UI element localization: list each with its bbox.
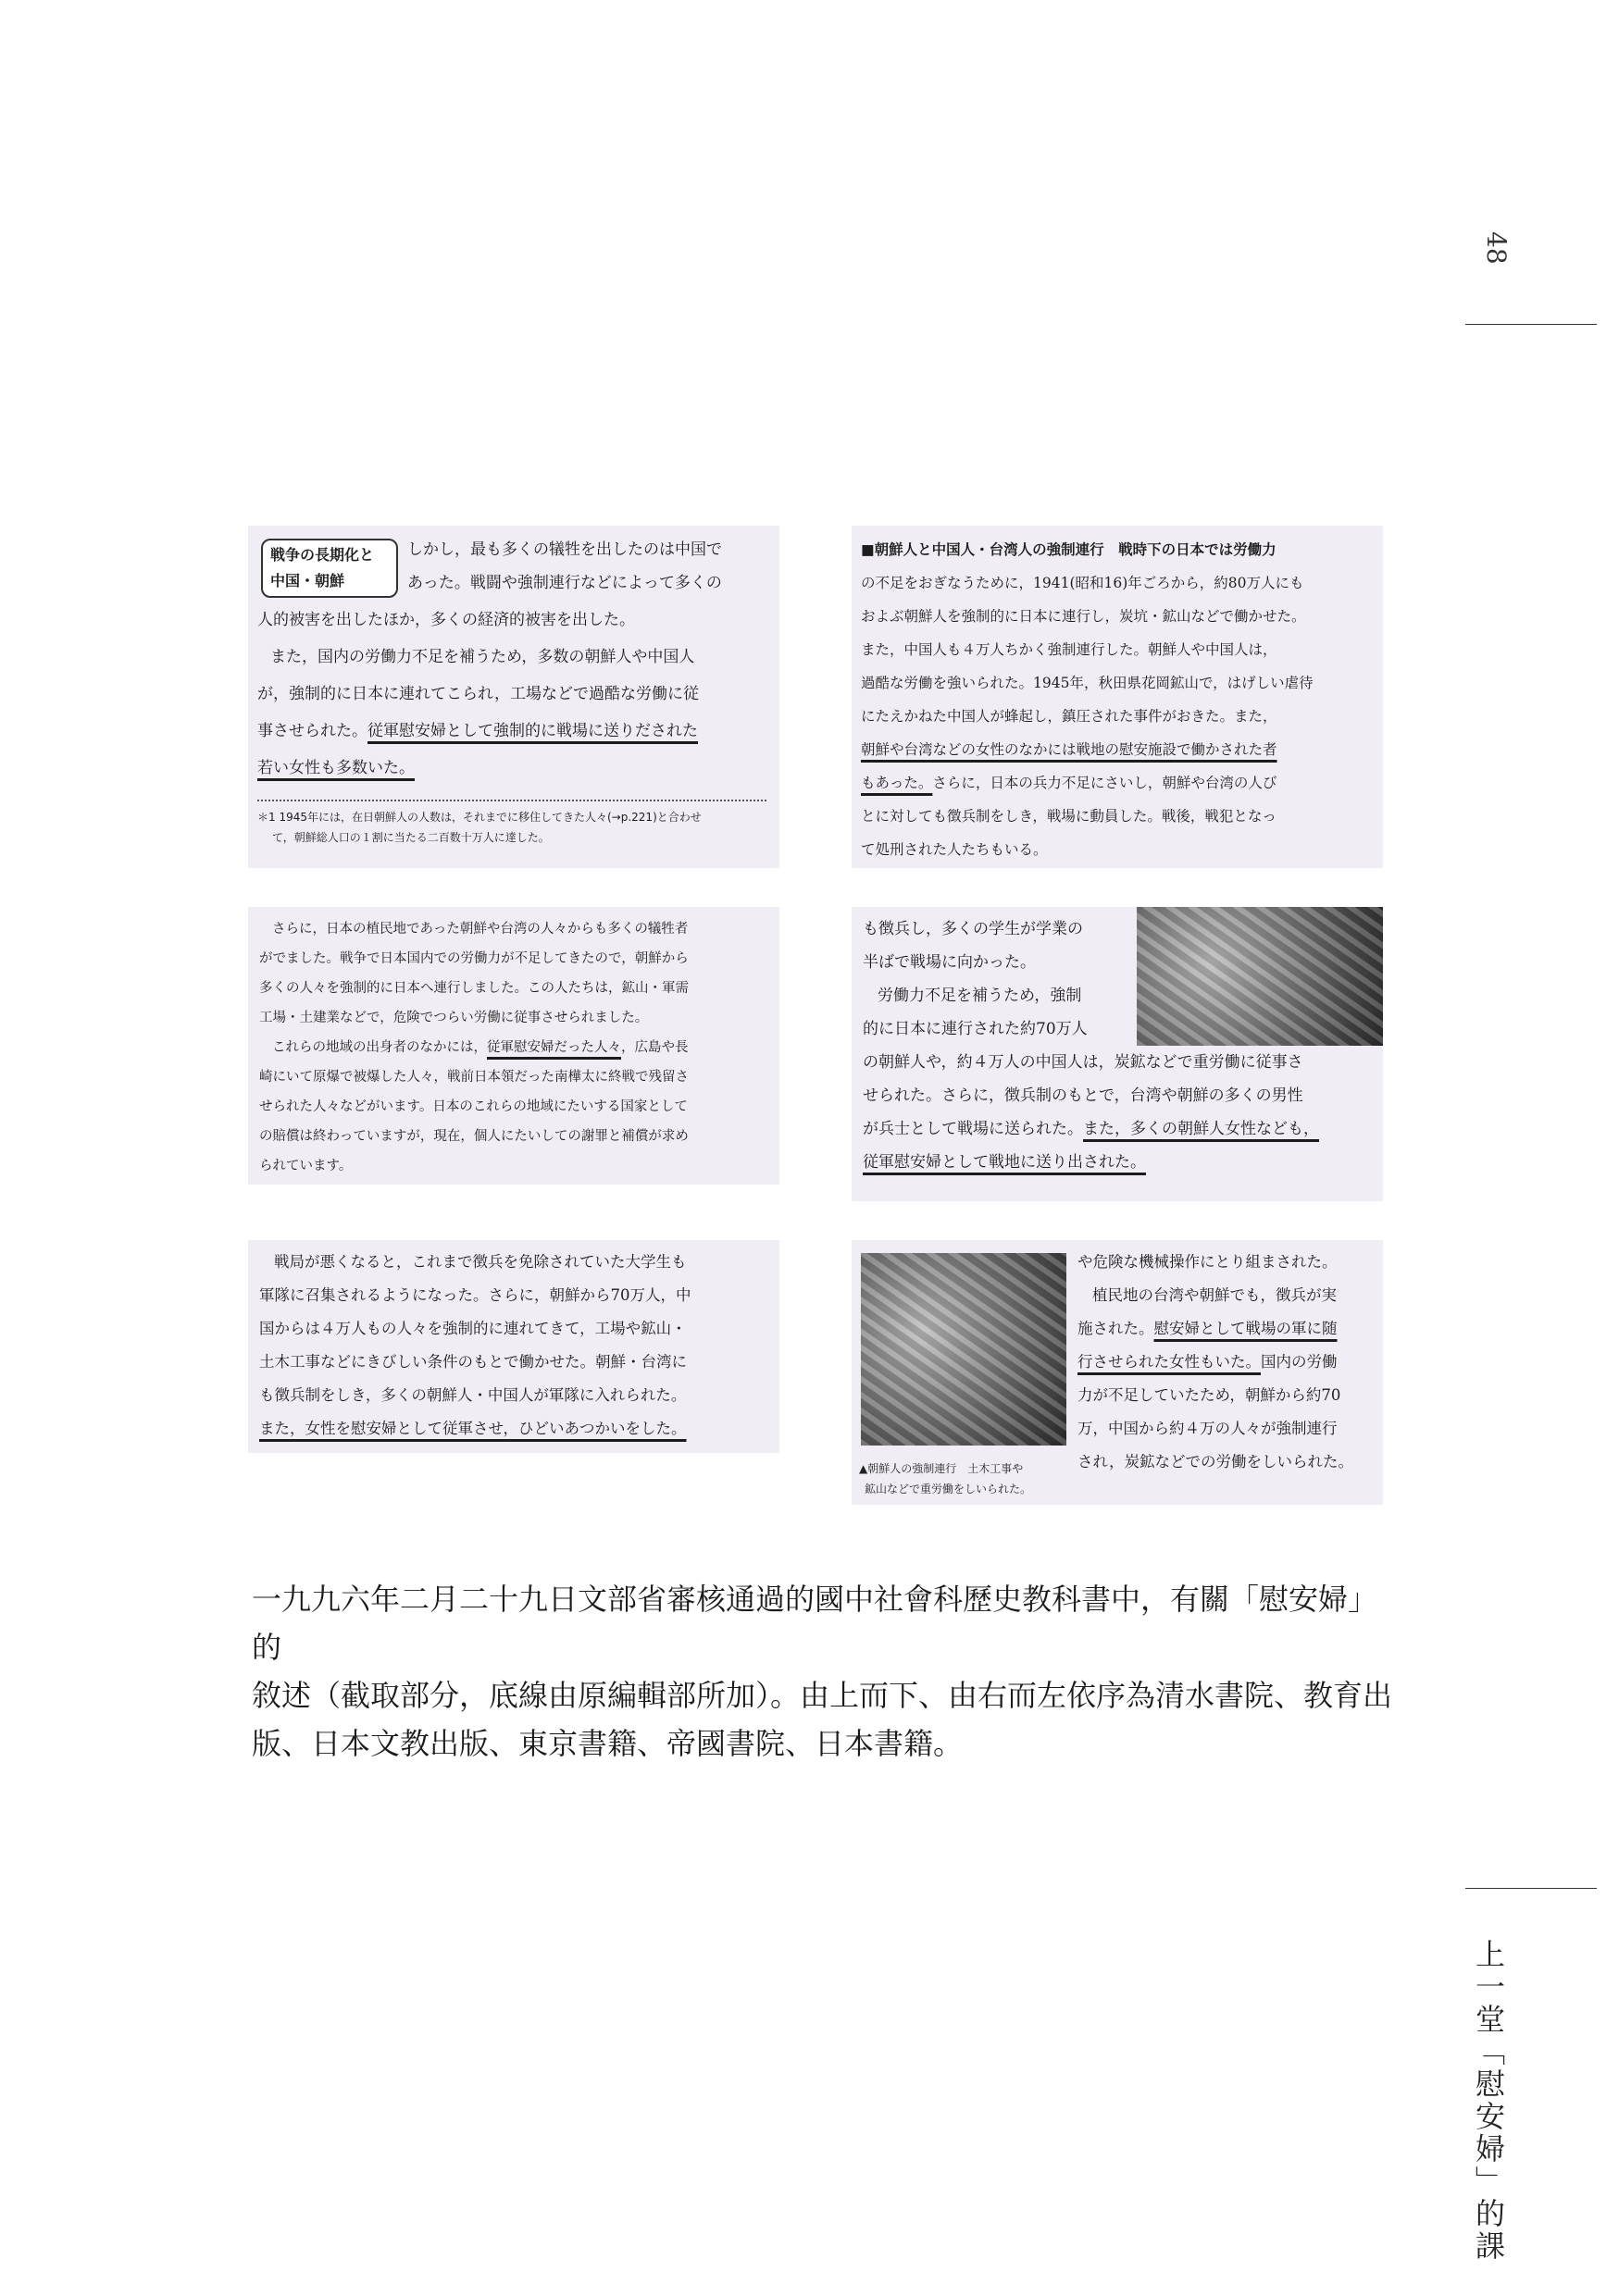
clip-line: られています。 <box>259 1159 353 1173</box>
clip-line: また，国内の労働力不足を補うため，多数の朝鮮人や中国人 <box>270 648 695 666</box>
clip-line: 半ばで戦場に向かった。 <box>863 953 1036 972</box>
clip-line: の賠償は終わっていますが，現在，個人にたいしての謝罪と補償が求め <box>259 1129 689 1144</box>
clip-line: が，強制的に日本に連れてこられ，工場などで過酷な労働に従 <box>257 685 700 703</box>
clip-line: がでました。戦争で日本国内での労働力が不足してきたので，朝鮮から <box>259 951 689 966</box>
clip-line: にたえかねた中国人が蜂起し，鎮圧された事件がおきた。また， <box>861 708 1277 725</box>
textbook-clip-5 <box>248 1240 779 1453</box>
clip-line <box>1077 1346 1338 1379</box>
description-line: 版、日本文教出版、東京書籍、帝國書院、日本書籍。 <box>252 1726 964 1761</box>
underlined-text: 従軍慰安婦だった人々 <box>487 1040 621 1055</box>
footnote-line: て，朝鮮総人口の１割に当たる二百数十万人に達した。 <box>272 831 550 844</box>
section-label-line-1: 戦争の長期化と <box>270 546 375 564</box>
underlined-text: 朝鮮や台湾などの女性のなかには戦地の慰安施設で働かされた者 <box>861 741 1277 758</box>
textbook-clip-2 <box>852 526 1383 868</box>
clip-line: 過酷な労働を強いられた。1945年，秋田県花岡鉱山で，はげしい虐待 <box>861 675 1314 691</box>
clip-text: が兵士として戦場に送られた。 <box>863 1120 1083 1138</box>
clip-line: せられた人々などがいます。日本のこれらの地域にたいする国家として <box>259 1099 688 1114</box>
clip-line <box>861 766 1374 800</box>
clip-line: しかし，最も多くの犠牲を出したのは中国で <box>407 540 722 559</box>
underlined-text: また，女性を慰安婦として従軍させ，ひどいあつかいをした。 <box>259 1420 687 1437</box>
page-number: 48 <box>1481 231 1512 265</box>
clip-line: 工場・土建業などで，危険でつらい労働に従事させられました。 <box>259 1011 649 1025</box>
underlined-text: また，多くの朝鮮人女性なども， <box>1083 1120 1319 1138</box>
figure-description <box>252 1575 1400 1768</box>
clip-line: せられた。さらに，徴兵制のもとで，台湾や朝鮮の多くの男性 <box>863 1086 1303 1105</box>
clip-line: て処刑された人たちもいる。 <box>861 841 1048 858</box>
clip-line: 労働力不足を補うため，強制 <box>878 987 1082 1005</box>
historical-photo <box>861 1253 1066 1446</box>
bottom-rule <box>1465 1888 1597 1889</box>
dotted-divider <box>257 800 766 801</box>
clip-line: 力が不足していたため，朝鮮から約70 <box>1077 1386 1341 1404</box>
underlined-text: 慰安婦として戦場の軍に随 <box>1153 1320 1338 1337</box>
description-line: 敘述（截取部分，底線由原編輯部所加）。由上而下、由右而左依序為清水書院、教育出 <box>252 1678 1393 1713</box>
clip-line: また，中国人も４万人ちかく強制連行した。朝鮮人や中国人は， <box>861 641 1277 658</box>
clip-line: も徴兵し，多くの学生が学業の <box>863 920 1083 938</box>
clip-line: の朝鮮人や，約４万人の中国人は，炭鉱などで重労働に従事さ <box>863 1053 1303 1072</box>
clip-line <box>257 713 698 750</box>
textbook-clip-6 <box>852 1240 1383 1505</box>
clip-line: 戦局が悪くなると，これまで徴兵を免除されていた大学生も <box>274 1253 687 1271</box>
clip-text: 事させられた。 <box>257 722 367 740</box>
clip-line: や危険な機械操作にとり組まされた。 <box>1077 1253 1338 1271</box>
photo-caption: ▲朝鮮人の強制連行 土木工事や <box>859 1462 1024 1475</box>
underlined-text: もあった。 <box>861 775 933 791</box>
clip-line: 国からは４万人もの人々を強制的に連れてきて，工場や鉱山・ <box>259 1320 687 1337</box>
underlined-text: 行させられた女性もいた。 <box>1077 1353 1261 1371</box>
clip-line: され，炭鉱などでの労働をしいられた。 <box>1077 1453 1353 1471</box>
underlined-text: 従軍慰安婦として強制的に戦場に送りだされた <box>367 722 698 740</box>
clip-line: あった。戦闘や強制連行などによって多くの <box>407 574 722 592</box>
clip-line <box>1077 1312 1338 1346</box>
clip-line: も徴兵制をしき，多くの朝鮮人・中国人が軍隊に入れられた。 <box>259 1386 687 1404</box>
clip-line: およぶ朝鮮人を強制的に日本に連行し，炭坑・鉱山などで働かせた。 <box>861 608 1306 625</box>
clip-line: 崎にいて原爆で被爆した人々，戦前日本領だった南樺太に終戦で残留さ <box>259 1070 689 1085</box>
textbook-clip-4 <box>852 907 1383 1201</box>
footnote-line: ＊1 1945年には，在日朝鮮人の人数は，それまでに移住してきた人々(→p.221)と合わせ <box>257 811 702 824</box>
clip-line <box>863 1112 1319 1146</box>
clip-text: 国内の労働 <box>1261 1353 1338 1371</box>
chapter-title: 上一堂「慰安婦」的課 <box>1471 1939 1506 2263</box>
clip-line: とに対しても徴兵制をしき，戦場に動員した。戦後，戦犯となっ <box>861 808 1277 825</box>
clip-line <box>259 1033 768 1062</box>
clip-text: さらに，日本の兵力不足にさいし，朝鮮や台湾の人び <box>932 775 1277 791</box>
clip-line: 植民地の台湾や朝鮮でも，徴兵が実 <box>1092 1286 1337 1304</box>
clip-line: 万，中国から約４万の人々が強制連行 <box>1077 1420 1338 1437</box>
photo-caption: 鉱山などで重労働をしいられた。 <box>865 1483 1032 1496</box>
textbook-clip-3 <box>248 907 779 1185</box>
section-label-box <box>261 539 398 598</box>
clip-line: 軍隊に召集されるようになった。さらに，朝鮮から70万人，中 <box>259 1286 691 1304</box>
description-line: 一九九六年二月二十九日文部省審核通過的國中社會科歷史教科書中，有關「慰安婦」的 <box>252 1582 1378 1665</box>
clip-text: 施された。 <box>1077 1320 1154 1337</box>
clip-line: 多くの人々を強制的に日本へ連行しました。この人たちは，鉱山・軍需 <box>259 981 689 996</box>
clip-line: の不足をおぎなうために，1941(昭和16)年ごろから，約80万人にも <box>861 575 1304 591</box>
historical-photo <box>1137 907 1383 1046</box>
clip-text: ，広島や長 <box>621 1040 689 1055</box>
clip-text: これらの地域の出身者のなかには， <box>272 1040 487 1055</box>
clip-line: ■朝鮮人と中国人・台湾人の強制連行 戦時下の日本では労働力 <box>861 540 1277 558</box>
clip-line: 的に日本に連行された約70万人 <box>863 1020 1088 1038</box>
top-rule <box>1465 324 1597 325</box>
clip-line: 人的被害を出したほか，多くの経済的被害を出した。 <box>257 611 635 629</box>
textbook-clip-1 <box>248 526 779 868</box>
underlined-text: 若い女性も多数いた。 <box>257 759 415 777</box>
clip-line: さらに，日本の植民地であった朝鮮や台湾の人々からも多くの犠牲者 <box>272 922 689 937</box>
underlined-text: 従軍慰安婦として戦地に送り出された。 <box>863 1153 1146 1172</box>
section-label-line-2: 中国・朝鮮 <box>270 572 345 590</box>
clip-line: 土木工事などにきびしい条件のもとで働かせた。朝鮮・台湾に <box>259 1353 687 1371</box>
